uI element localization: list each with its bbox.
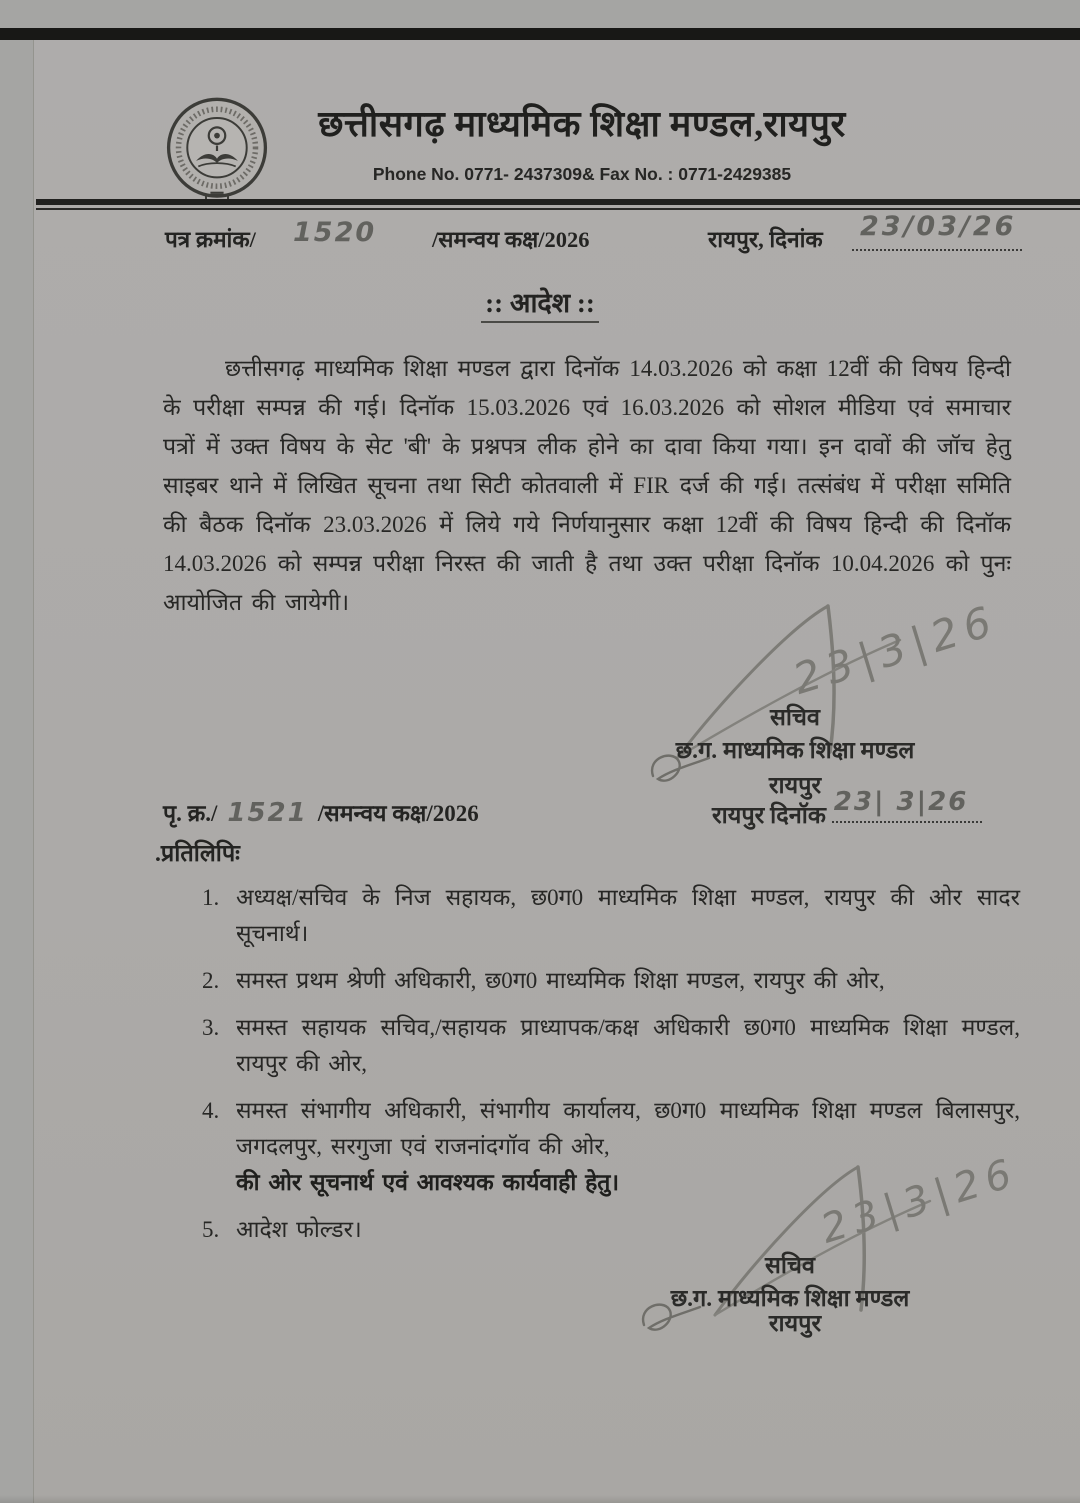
signatory-place: रायपुर [768,1311,822,1337]
org-name: छत्तीसगढ़ माध्यमिक शिक्षा मण्डल,रायपुर [318,104,846,144]
list-item-text: समस्त सहायक सचिव,/सहायक प्राध्यापक/कक्ष अधिकारी छ0ग0 माध्यमिक शिक्षा मण्डल, रायपुर की ओर, [236,1015,1020,1076]
list-item-number: 5. [202,1217,220,1242]
order-body-paragraph: छत्तीसगढ़ माध्यमिक शिक्षा मण्डल द्वारा दिनॉक 14.03.2026 को कक्षा 12वीं की विषय हिन्दी के परीक्षा सम्पन्न की गई। दिनॉक 15.03.2026 एवं 16.03.2026 को सोशल मीडिया एवं समाचार पत्रों में उक्त विषय के सेट 'बी' के प्रश्नपत्र लीक होने का दावा किया गया। इन दावों की जॉच हेतु साइबर थाने में लिखित सूचना तथा सिटी कोतवाली में FIR दर्ज की गई। तत्संबंध में परीक्षा समिति की बैठक दिनॉक 23.03.2026 में लिये गये निर्णयानुसार कक्षा 12वीं की विषय हिन्दी की दिनॉक 14.03.2026 को सम्पन्न परीक्षा निरस्त की जाती है तथा उक्त परीक्षा दिनॉक 10.04.2026 को पुनः आयोजित की जायेगी। [163,356,1011,615]
endorsement-ref-label: पृ. क्र./ [163,801,218,826]
signatory-org: छ.ग. माध्यमिक शिक्षा मण्डल [670,1286,910,1312]
contact-line: Phone No. 0771- 2437309& Fax No. : 0771-2429385 [372,164,792,184]
handwritten-letter-number: 1520 [293,217,377,248]
signatory-org: छ.ग. माध्यमिक शिक्षा मण्डल [675,738,915,764]
list-item-text: आदेश फोल्डर। [236,1217,362,1242]
list-item-text: अध्यक्ष/सचिव के निज सहायक, छ0ग0 माध्यमिक शिक्षा मण्डल, रायपुर की ओर सादर सूचनार्थ। [236,885,1020,946]
date-dotted-line [852,211,1022,251]
board-seal-icon [162,96,272,206]
order-title: :: आदेश :: [0,283,1080,320]
endorsement-ref-suffix: /समन्वय कक्ष/2026 [317,801,479,826]
copy-to-label: .प्रतिलिपिः [155,841,240,867]
signature-date-value: 23| 3|26 [833,787,969,817]
scan-top-edge [0,28,1080,40]
letter-number-label: पत्र क्रमांक/ [165,227,256,252]
handwritten-endorsement-number: 1521 [227,798,308,828]
list-item-text: समस्त प्रथम श्रेणी अधिकारी, छ0ग0 माध्यमिक शिक्षा मण्डल, रायपुर की ओर, [236,968,885,993]
list-item-number: 2. [202,968,220,993]
list-item-number: 4. [202,1098,220,1123]
list-item-number: 3. [202,1015,220,1040]
list-item-bold-note: की ओर सूचनार्थ एवं आवश्यक कार्यवाही हेतु। [236,1170,620,1195]
list-item [202,963,1020,999]
list-item [202,880,1020,952]
signatory-place: रायपुर [768,773,822,799]
signature-date-label: रायपुर दिनॉक [712,803,826,829]
header-divider [36,199,1080,210]
scan-bottom-edge [0,1495,1080,1503]
list-item-number: 1. [202,885,220,910]
signature-date-dotted-line [832,787,982,823]
signatory-title: सचिव [765,1253,815,1279]
signature-date-line [712,787,982,830]
endorsement-reference [163,796,479,828]
signatory-title: सचिव [770,705,820,731]
section-label: /समन्वय कक्ष/2026 [432,227,590,252]
list-item-text: समस्त संभागीय अधिकारी, संभागीय कार्यालय, छ0ग0 माध्यमिक शिक्षा मण्डल बिलासपुर, जगदलपुर, सरगुजा एवं राजनांदगॉव की ओर, की ओर सूचनार्थ एवं आवश्यक कार्यवाही हेतु। [236,1098,1020,1195]
signature-handwritten-date: 23|3|26 [787,595,1004,704]
handwritten-date: 23/03/26 [860,211,1017,242]
reference-row [0,211,1080,261]
signature-handwritten-date: 23|3|26 [815,1149,1024,1253]
list-item [202,1010,1020,1082]
place-date-label: रायपुर, दिनांक [708,227,823,252]
